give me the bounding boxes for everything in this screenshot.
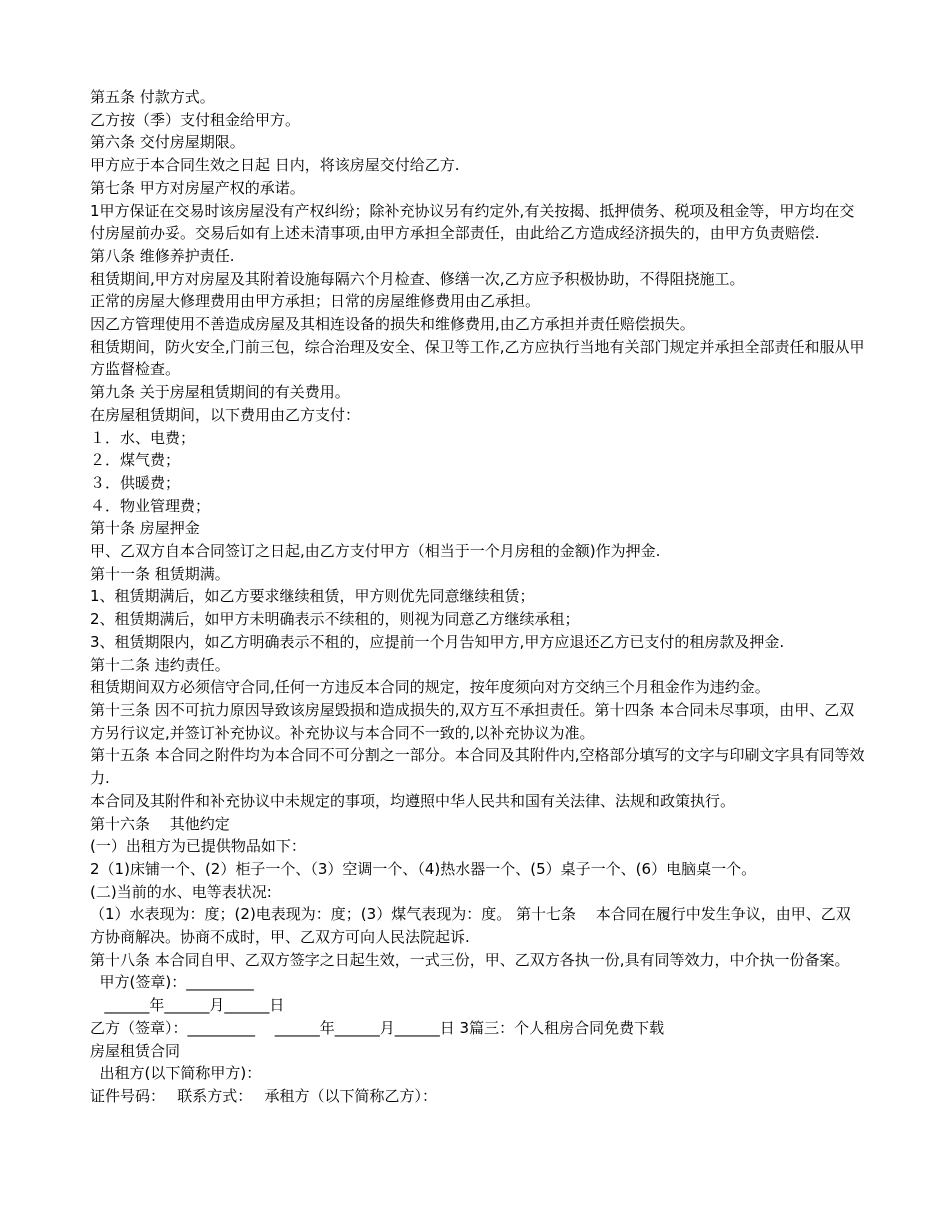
text-line: 第十三条 因不可抗力原因导致该房屋毁损和造成损失的,双方互不承担责任。第十四条 本合同未尽事项，由甲、乙双方另行议定,并签订补充协议。补充协议与本合同不一致的,以补充协议为准。 [90,700,855,742]
text-line: 甲方应于本合同生效之日起 日内，将该房屋交付给乙方. [90,156,460,175]
text-line: ______年______月______日 [90,996,285,1015]
text-line: 出租方(以下简称甲方)： [90,1064,262,1083]
text-line: 甲、乙双方自本合同签订之日起,由乙方支付甲方（相当于一个月房租的金额)作为押金. [90,542,661,561]
text-line: 1甲方保证在交易时该房屋没有产权纠纷；除补充协议另有约定外,有关按揭、抵押债务、税项及租金等，甲方均在交付房屋前办妥。交易后如有上述未清事项,由甲方承担全部责任，由此给乙方造成经济损失的，由甲方负责赔偿. [90,201,855,243]
text-line: 第十条 房屋押金 [90,519,200,538]
text-line: 3、租赁期限内，如乙方明确表示不租的，应提前一个月告知甲方,甲方应退还乙方已支付的租房款及押金. [90,632,785,651]
text-line: 租赁期间双方必须信守合同,任何一方违反本合同的规定，按年度须向对方交纳三个月租金作为违约金。 [90,678,770,697]
text-line: 租赁期间,甲方对房屋及其附着设施每隔六个月检查、修缮一次,乙方应予积极协助，不得阻挠施工。 [90,269,745,288]
text-line: 第六条 交付房屋期限。 [90,133,245,152]
text-line: (一）出租方为已提供物品如下： [90,837,306,856]
text-line: 第十六条 其他约定 [90,814,230,833]
text-line: 第五条 付款方式。 [90,88,215,106]
text-line: 第七条 甲方对房屋产权的承诺。 [90,178,305,197]
text-line: 第八条 维修养护责任. [90,246,235,265]
text-line: １．水、电费； [90,428,196,447]
text-line: 乙方按（季）支付租金给甲方。 [90,110,301,129]
text-line: 1、租赁期满后，如乙方要求继续租赁，甲方则优先同意继续租赁； [90,587,535,606]
text-line: 甲方(签章)：_________ [90,973,254,992]
text-line: 2（1)床铺一个、(2）柜子一个、（3）空调一个、（4)热水器一个、(5）桌子一个、(6）电脑桌一个。 [90,859,757,878]
text-line: 第十五条 本合同之附件均为本合同不可分割之一部分。本合同及其附件内,空格部分填写的文字与印刷文字具有同等效力. [90,746,865,788]
text-line: ２．煤气费； [90,451,181,470]
text-line: 证件号码： 联系方式： 承租方（以下简称乙方）： [90,1086,438,1105]
text-line: 正常的房屋大修理费用由甲方承担；日常的房屋维修费用由乙承担。 [90,292,541,311]
text-line: 租赁期间，防火安全,门前三包，综合治理及安全、保卫等工作,乙方应执行当地有关部门规定并承担全部责任和服从甲方监督检查。 [90,337,865,379]
text-line: 第十二条 违约责任。 [90,655,230,674]
text-line: 第十八条 本合同自甲、乙双方签字之日起生效，一式三份，甲、乙双方各执一份,具有同等效力，中介执一份备案。 [90,950,850,969]
text-line: ４．物业管理费； [90,496,211,515]
text-line: 因乙方管理使用不善造成房屋及其相连设备的损失和维修费用,由乙方承担并责任赔偿损失。 [90,315,695,334]
text-line: 房屋租赁合同 [90,1041,181,1060]
text-line: 乙方（签章）：_________ ______年______月______日 3篇三：个人租房合同免费下载 [90,1018,665,1037]
text-line: 本合同及其附件和补充协议中未规定的事项，均遵照中华人民共和国有关法律、法规和政策执行。 [90,791,736,810]
text-line: (二)当前的水、电等表状况: [90,882,272,901]
text-line: 第九条 关于房屋租赁期间的有关费用。 [90,383,350,402]
text-line: ３．供暖费； [90,473,181,492]
text-line: 在房屋租赁期间，以下费用由乙方支付： [90,405,361,424]
text-line: 第十一条 租赁期满。 [90,564,230,583]
text-line: 2、租赁期满后，如甲方未明确表示不续租的，则视为同意乙方继续承租； [90,610,580,629]
text-line: （1）水表现为：度；(2)电表现为：度；(3）煤气表现为：度。 第十七条 本合同在履行中发生争议，由甲、乙双方协商解决。协商不成时，甲、乙双方可向人民法院起诉. [90,905,851,947]
contract-text [90,86,865,1108]
